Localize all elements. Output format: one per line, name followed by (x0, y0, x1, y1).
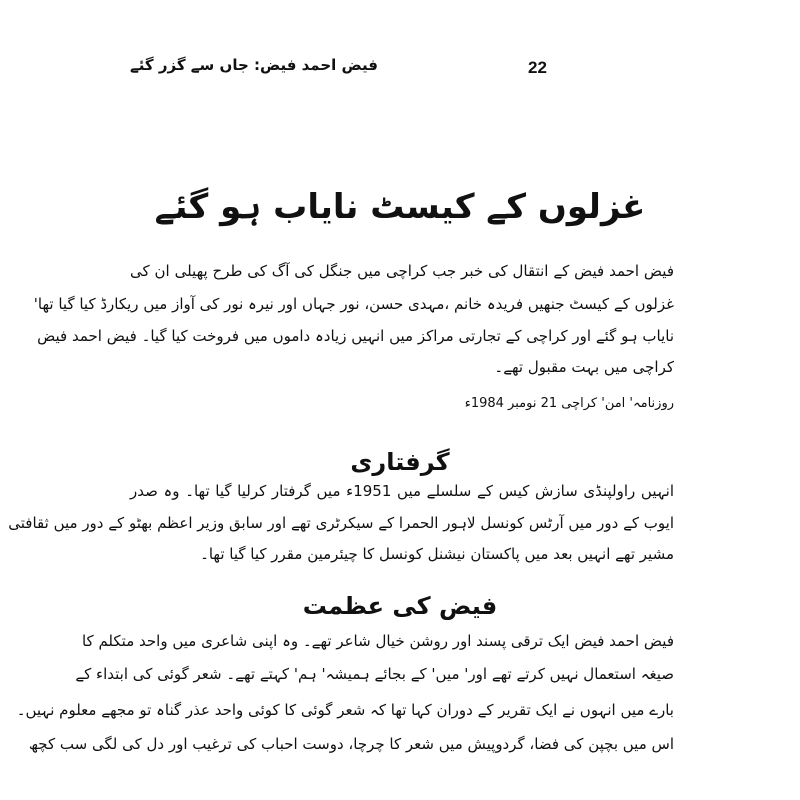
paragraph-line: مشیر تھے انہیں بعد میں پاکستان نیشنل کونسل کا چیئرمین مقرر کیا گیا تھا۔ (200, 545, 674, 563)
running-header: فیض احمد فیض: جاں سے گزر گئے (130, 56, 378, 74)
paragraph-line: نایاب ہو گئے اور کراچی کے تجارتی مراکز میں انہیں زیادہ داموں میں فروخت کیا گیا۔ فیض احمد فیض (37, 327, 674, 345)
source-citation: روزنامہ' امن' کراچی 21 نومبر 1984ء (464, 396, 674, 411)
paragraph-line: ایوب کے دور میں آرٹس کونسل لاہور الحمرا کے سیکرٹری تھے اور سابق وزیر اعظم بھٹو کے دور میں ثقافتی (8, 514, 674, 532)
section-heading-greatness: فیض کی عظمت (302, 592, 498, 620)
paragraph-line: کراچی میں بہت مقبول تھے۔ (494, 358, 674, 376)
paragraph-line: فیض احمد فیض ایک ترقی پسند اور روشن خیال شاعر تھے۔ وہ اپنی شاعری میں واحد متکلم کا (81, 632, 674, 650)
page-number: 22 (528, 58, 547, 77)
paragraph-line: انہیں راولپنڈی سازش کیس کے سلسلے میں 1951ء میں گرفتار کرلیا گیا تھا۔ وہ صدر (130, 482, 674, 500)
paragraph-line: اس میں بچپن کی فضا، گردوپیش میں شعر کا چرچا، دوست احباب کی ترغیب اور دل کی لگی سب کچھ (28, 735, 674, 753)
paragraph-line: فیض احمد فیض کے انتقال کی خبر جب کراچی میں جنگل کی آگ کی طرح پھیلی ان کی (130, 262, 674, 280)
section-heading-cassettes: غزلوں کے کیسٹ نایاب ہو گئے (154, 187, 646, 227)
paragraph-line: بارے میں انہوں نے ایک تقریر کے دوران کہا تھا کہ شعر گوئی کا کوئی واحد عذر گناہ تو مجھے معلوم نہیں۔ (16, 701, 674, 719)
paragraph-line: غزلوں کے کیسٹ جنھیں فریدہ خانم ،مہدی حسن، نور جہاں اور نیرہ نور کی آواز میں ریکارڈ کیا گیا تھا' (33, 295, 674, 313)
section-heading-arrest: گرفتاری (350, 448, 450, 476)
paragraph-line: صیغہ استعمال نہیں کرتے تھے اور' میں' کے بجائے ہمیشہ' ہم' کہتے تھے۔ شعر گوئی کی ابتداء کے (75, 665, 674, 683)
